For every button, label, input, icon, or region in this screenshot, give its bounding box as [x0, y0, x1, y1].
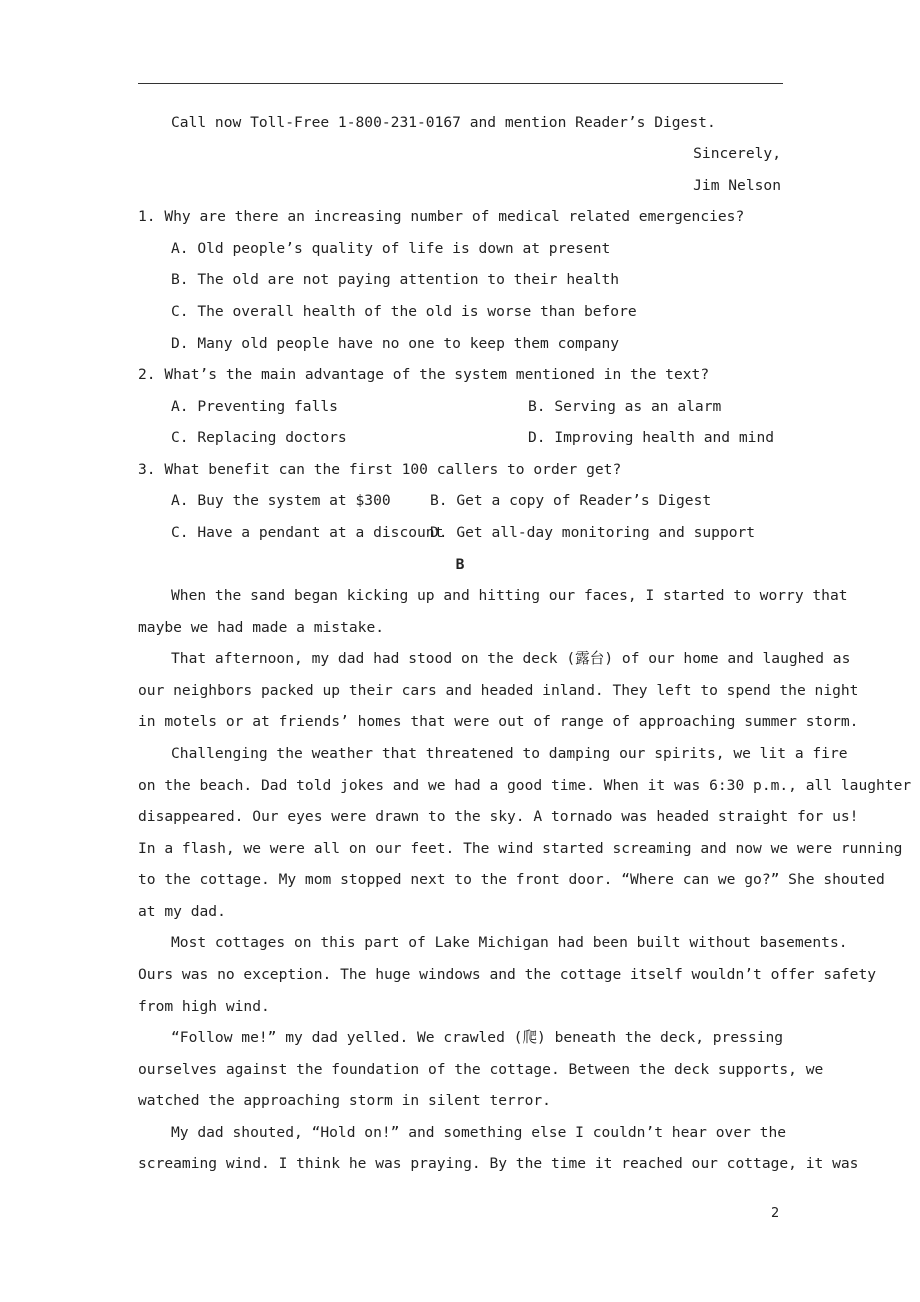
q2-option-b: B. Serving as an alarm — [528, 398, 722, 415]
closing: Sincerely, — [693, 145, 781, 162]
q1-option-a: A. Old people’s quality of life is down at present — [171, 240, 611, 257]
passage-line: screaming wind. I think he was praying. By the time it reached our cottage, it was — [138, 1155, 859, 1172]
passage-line: on the beach. Dad told jokes and we had a good time. When it was 6:30 p.m., all laughter — [138, 777, 912, 794]
question-3: 3. What benefit can the first 100 callers to order get? — [138, 461, 622, 478]
signature: Jim Nelson — [693, 177, 781, 194]
q3-option-d: D. Get all-day monitoring and support — [430, 524, 756, 541]
q3-option-b: B. Get a copy of Reader’s Digest — [430, 492, 712, 509]
passage-line: When the sand began kicking up and hitting our faces, I started to worry that — [171, 587, 848, 604]
q2-option-a: A. Preventing falls — [171, 398, 338, 415]
q3-option-a: A. Buy the system at $300 — [171, 492, 391, 509]
q1-option-c: C. The overall health of the old is worse than before — [171, 303, 637, 320]
passage-line: maybe we had made a mistake. — [138, 619, 385, 636]
intro-line: Call now Toll-Free 1-800-231-0167 and mention Reader’s Digest. — [171, 114, 716, 131]
passage-line: at my dad. — [138, 903, 226, 920]
page-number: 2 — [771, 1206, 780, 1221]
section-heading: B — [455, 556, 465, 573]
question-1: 1. Why are there an increasing number of medical related emergencies? — [138, 208, 745, 225]
passage-line: My dad shouted, “Hold on!” and something else I couldn’t hear over the — [171, 1124, 787, 1141]
passage-line: from high wind. — [138, 998, 270, 1015]
q1-option-b: B. The old are not paying attention to their health — [171, 271, 620, 288]
passage-line: That afternoon, my dad had stood on the deck (露台) of our home and laughed as — [171, 650, 851, 667]
passage-line: “Follow me!” my dad yelled. We crawled (爬) beneath the deck, pressing — [171, 1029, 784, 1046]
passage-line: in motels or at friends’ homes that were out of range of approaching summer storm. — [138, 713, 859, 730]
q2-option-d: D. Improving health and mind — [528, 429, 775, 446]
passage-line: our neighbors packed up their cars and headed inland. They left to spend the night — [138, 682, 859, 699]
passage-line: watched the approaching storm in silent terror. — [138, 1092, 551, 1109]
q1-option-d: D. Many old people have no one to keep them company — [171, 335, 620, 352]
passage-line: ourselves against the foundation of the cottage. Between the deck supports, we — [138, 1061, 824, 1078]
passage-line: In a flash, we were all on our feet. The wind started screaming and now we were running — [138, 840, 903, 857]
q3-option-c: C. Have a pendant at a discount — [171, 524, 444, 541]
header-rule — [138, 83, 783, 84]
q2-option-c: C. Replacing doctors — [171, 429, 347, 446]
passage-line: Most cottages on this part of Lake Michigan had been built without basements. — [171, 934, 848, 951]
passage-line: Ours was no exception. The huge windows and the cottage itself wouldn’t offer safety — [138, 966, 877, 983]
passage-line: to the cottage. My mom stopped next to the front door. “Where can we go?” She shouted — [138, 871, 885, 888]
question-2: 2. What’s the main advantage of the system mentioned in the text? — [138, 366, 710, 383]
passage-line: Challenging the weather that threatened to damping our spirits, we lit a fire — [171, 745, 848, 762]
passage-line: disappeared. Our eyes were drawn to the sky. A tornado was headed straight for us! — [138, 808, 859, 825]
